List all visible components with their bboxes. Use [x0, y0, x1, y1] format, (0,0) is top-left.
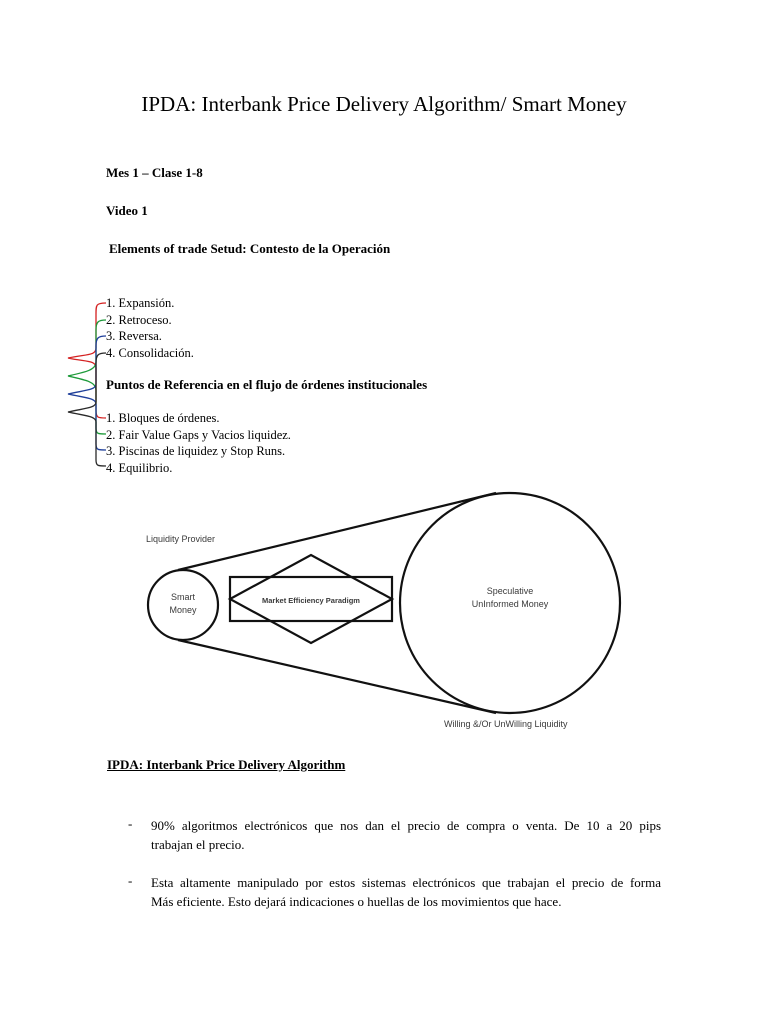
- bullet-paragraph: [151, 816, 661, 854]
- reference-points-heading: Puntos de Referencia en el flujo de órdenes institucionales: [106, 377, 428, 392]
- speculative-label-line1: Speculative: [486, 586, 534, 596]
- connector-brackets: [62, 292, 108, 476]
- reference-points-list: [106, 410, 291, 477]
- video-heading: Video 1: [106, 203, 148, 218]
- list-item: 2. Retroceso.: [106, 312, 172, 327]
- bracket-black: [68, 353, 106, 466]
- top-tangent-line: [178, 493, 496, 570]
- paragraph-line: Más eficiente. Esto dejará indicaciones o huellas de los movimientos que hace.: [151, 894, 562, 909]
- list-item: 1. Expansión.: [106, 296, 175, 310]
- elements-heading: Elements of trade Setud: Contesto de la Operación: [109, 241, 391, 256]
- ipda-section-heading: IPDA: Interbank Price Delivery Algorithm: [107, 757, 346, 772]
- month-class-heading: Mes 1 – Clase 1-8: [106, 165, 203, 180]
- list-item: 2. Fair Value Gaps y Vacios liquidez.: [106, 427, 291, 442]
- document-title: IPDA: Interbank Price Delivery Algorithm/ Smart Money: [141, 92, 627, 116]
- paragraph-line: 90% algoritmos electrónicos que nos dan el precio de compra o venta. De 10 a 20 pips: [151, 818, 661, 833]
- list-item: 4. Consolidación.: [106, 346, 194, 361]
- willing-liquidity-label: Willing &/Or UnWilling Liquidity: [444, 719, 568, 729]
- list-item: 3. Reversa.: [106, 329, 162, 344]
- trade-context-list: [106, 295, 194, 362]
- bullet-dash: -: [128, 816, 133, 831]
- market-diagram: [118, 478, 623, 736]
- list-item: 3. Piscinas de liquidez y Stop Runs.: [106, 444, 286, 459]
- list-item: 4. Equilibrio.: [106, 461, 173, 476]
- smart-money-label-line2: Money: [169, 605, 197, 615]
- bullet-paragraph: [151, 873, 661, 911]
- speculative-label-line2: UnInformed Money: [471, 599, 549, 609]
- smart-money-label-line1: Smart: [170, 592, 196, 602]
- bottom-tangent-line: [178, 640, 496, 713]
- list-item: 1. Bloques de órdenes.: [106, 411, 220, 425]
- bullet-dash: -: [128, 873, 133, 888]
- liquidity-provider-label: Liquidity Provider: [146, 534, 216, 544]
- paragraph-line: trabajan el precio.: [151, 837, 245, 852]
- market-efficiency-label: Market Efficiency Paradigm: [262, 596, 360, 605]
- paragraph-line: Esta altamente manipulado por estos sistemas electrónicos que trabajan el precio de forma: [151, 875, 661, 890]
